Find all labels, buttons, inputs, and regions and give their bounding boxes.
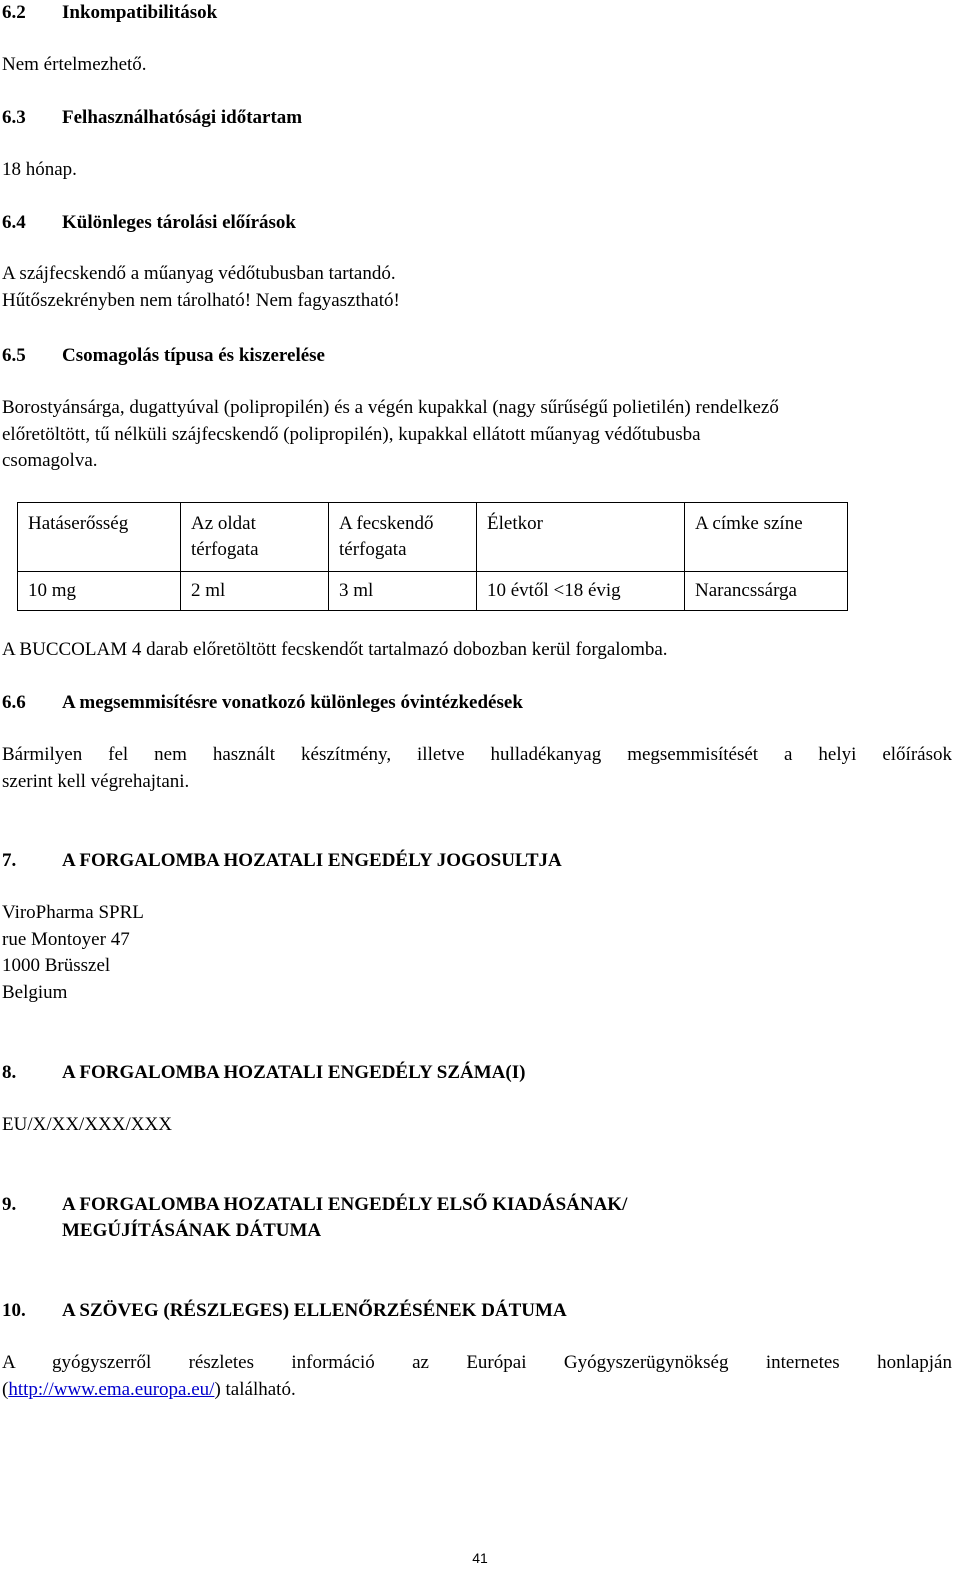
- section-title: Felhasználhatósági időtartam: [62, 107, 303, 128]
- table-header-cell: A címke színe: [685, 503, 848, 572]
- section-heading-7: [2, 848, 562, 874]
- table-header-cell: Hatáserősség: [18, 503, 181, 572]
- section-6-4-text: [2, 261, 952, 314]
- section-number: 6.2: [2, 2, 26, 23]
- section-number: 6.5: [2, 345, 26, 366]
- section-6-6-text: [2, 742, 952, 795]
- text-line: Bármilyen fel nem használt készítmény, illetve hulladékanyag megsemmisítését a helyi előírások: [2, 744, 952, 765]
- section-title: A FORGALOMBA HOZATALI ENGEDÉLY SZÁMA(I): [62, 1062, 526, 1083]
- section-title: A SZÖVEG (RÉSZLEGES) ELLENŐRZÉSÉNEK DÁTUMA: [62, 1300, 567, 1321]
- holder-address: [2, 900, 952, 1006]
- text-line: A szájfecskendő a műanyag védőtubusban tartandó.: [2, 263, 396, 284]
- section-number: 7.: [2, 850, 17, 871]
- table-cell: 10 évtől <18 évig: [477, 572, 685, 611]
- page-number: 41: [472, 1550, 488, 1566]
- table-header-cell: A fecskendő térfogata: [329, 503, 477, 572]
- table-cell: 10 mg: [18, 572, 181, 611]
- section-title: Különleges tárolási előírások: [62, 212, 296, 233]
- table-cell: 3 ml: [329, 572, 477, 611]
- section-heading-6-3: [2, 105, 302, 131]
- section-10-text: [2, 1350, 952, 1403]
- section-number: 6.4: [2, 212, 26, 233]
- table-header-cell: Életkor: [477, 503, 685, 572]
- text-line: csomagolva.: [2, 450, 98, 471]
- section-heading-6-2: [2, 0, 217, 26]
- section-title: A FORGALOMBA HOZATALI ENGEDÉLY JOGOSULTJA: [62, 850, 562, 871]
- text-line: szerint kell végrehajtani.: [2, 770, 190, 792]
- packaging-table: [17, 502, 848, 611]
- table-header-cell: Az oldat térfogata: [181, 503, 329, 572]
- address-line: Belgium: [2, 981, 68, 1003]
- section-heading-8: [2, 1060, 525, 1086]
- section-6-5-text: [2, 395, 952, 475]
- section-heading-9: [2, 1192, 627, 1244]
- table-header-row: [18, 503, 848, 572]
- pack-text: A BUCCOLAM 4 darab előretöltött fecskendőt tartalmazó dobozban kerül forgalomba.: [2, 639, 668, 660]
- address-line: rue Montoyer 47: [2, 928, 130, 950]
- ema-website-link[interactable]: http://www.ema.europa.eu/: [8, 1378, 215, 1400]
- section-number: 6.6: [2, 692, 26, 713]
- text-line: (http://www.ema.europa.eu/) található.: [2, 1378, 296, 1400]
- section-number: 10.: [2, 1300, 26, 1321]
- address-line: ViroPharma SPRL: [2, 902, 144, 923]
- table-row: [18, 572, 848, 611]
- table-cell: Narancssárga: [685, 572, 848, 611]
- text-line: Hűtőszekrényben nem tárolható! Nem fagyasztható!: [2, 289, 400, 311]
- section-heading-6-6: [2, 690, 523, 716]
- table-cell: 2 ml: [181, 572, 329, 611]
- section-heading-6-4: [2, 210, 296, 236]
- section-heading-6-5: [2, 343, 325, 369]
- section-6-2-text: Nem értelmezhető.: [2, 54, 147, 75]
- authorisation-number: EU/X/XX/XXX/XXX: [2, 1114, 172, 1135]
- text-line: előretöltött, tű nélküli szájfecskendő (polipropilén), kupakkal ellátott műanyag védőtubusba: [2, 423, 701, 445]
- section-6-3-text: 18 hónap.: [2, 159, 77, 180]
- section-heading-10: [2, 1298, 567, 1324]
- address-line: 1000 Brüsszel: [2, 955, 111, 976]
- section-title: A megsemmisítésre vonatkozó különleges óvintézkedések: [62, 692, 523, 713]
- section-title: A FORGALOMBA HOZATALI ENGEDÉLY ELSŐ KIADÁSÁNAK/ MEGÚJÍTÁSÁNAK DÁTUMA: [62, 1194, 628, 1241]
- section-title: Csomagolás típusa és kiszerelése: [62, 345, 325, 366]
- section-number: 6.3: [2, 107, 26, 128]
- section-title: Inkompatibilitások: [62, 2, 218, 23]
- text-line: A gyógyszerről részletes információ az Európai Gyógyszerügynökség internetes honlapján: [2, 1352, 952, 1373]
- text-line: Borostyánsárga, dugattyúval (polipropilén) és a végén kupakkal (nagy sűrűségű polietilén) rendelkező: [2, 397, 779, 418]
- section-number: 9.: [2, 1194, 17, 1215]
- section-number: 8.: [2, 1062, 17, 1083]
